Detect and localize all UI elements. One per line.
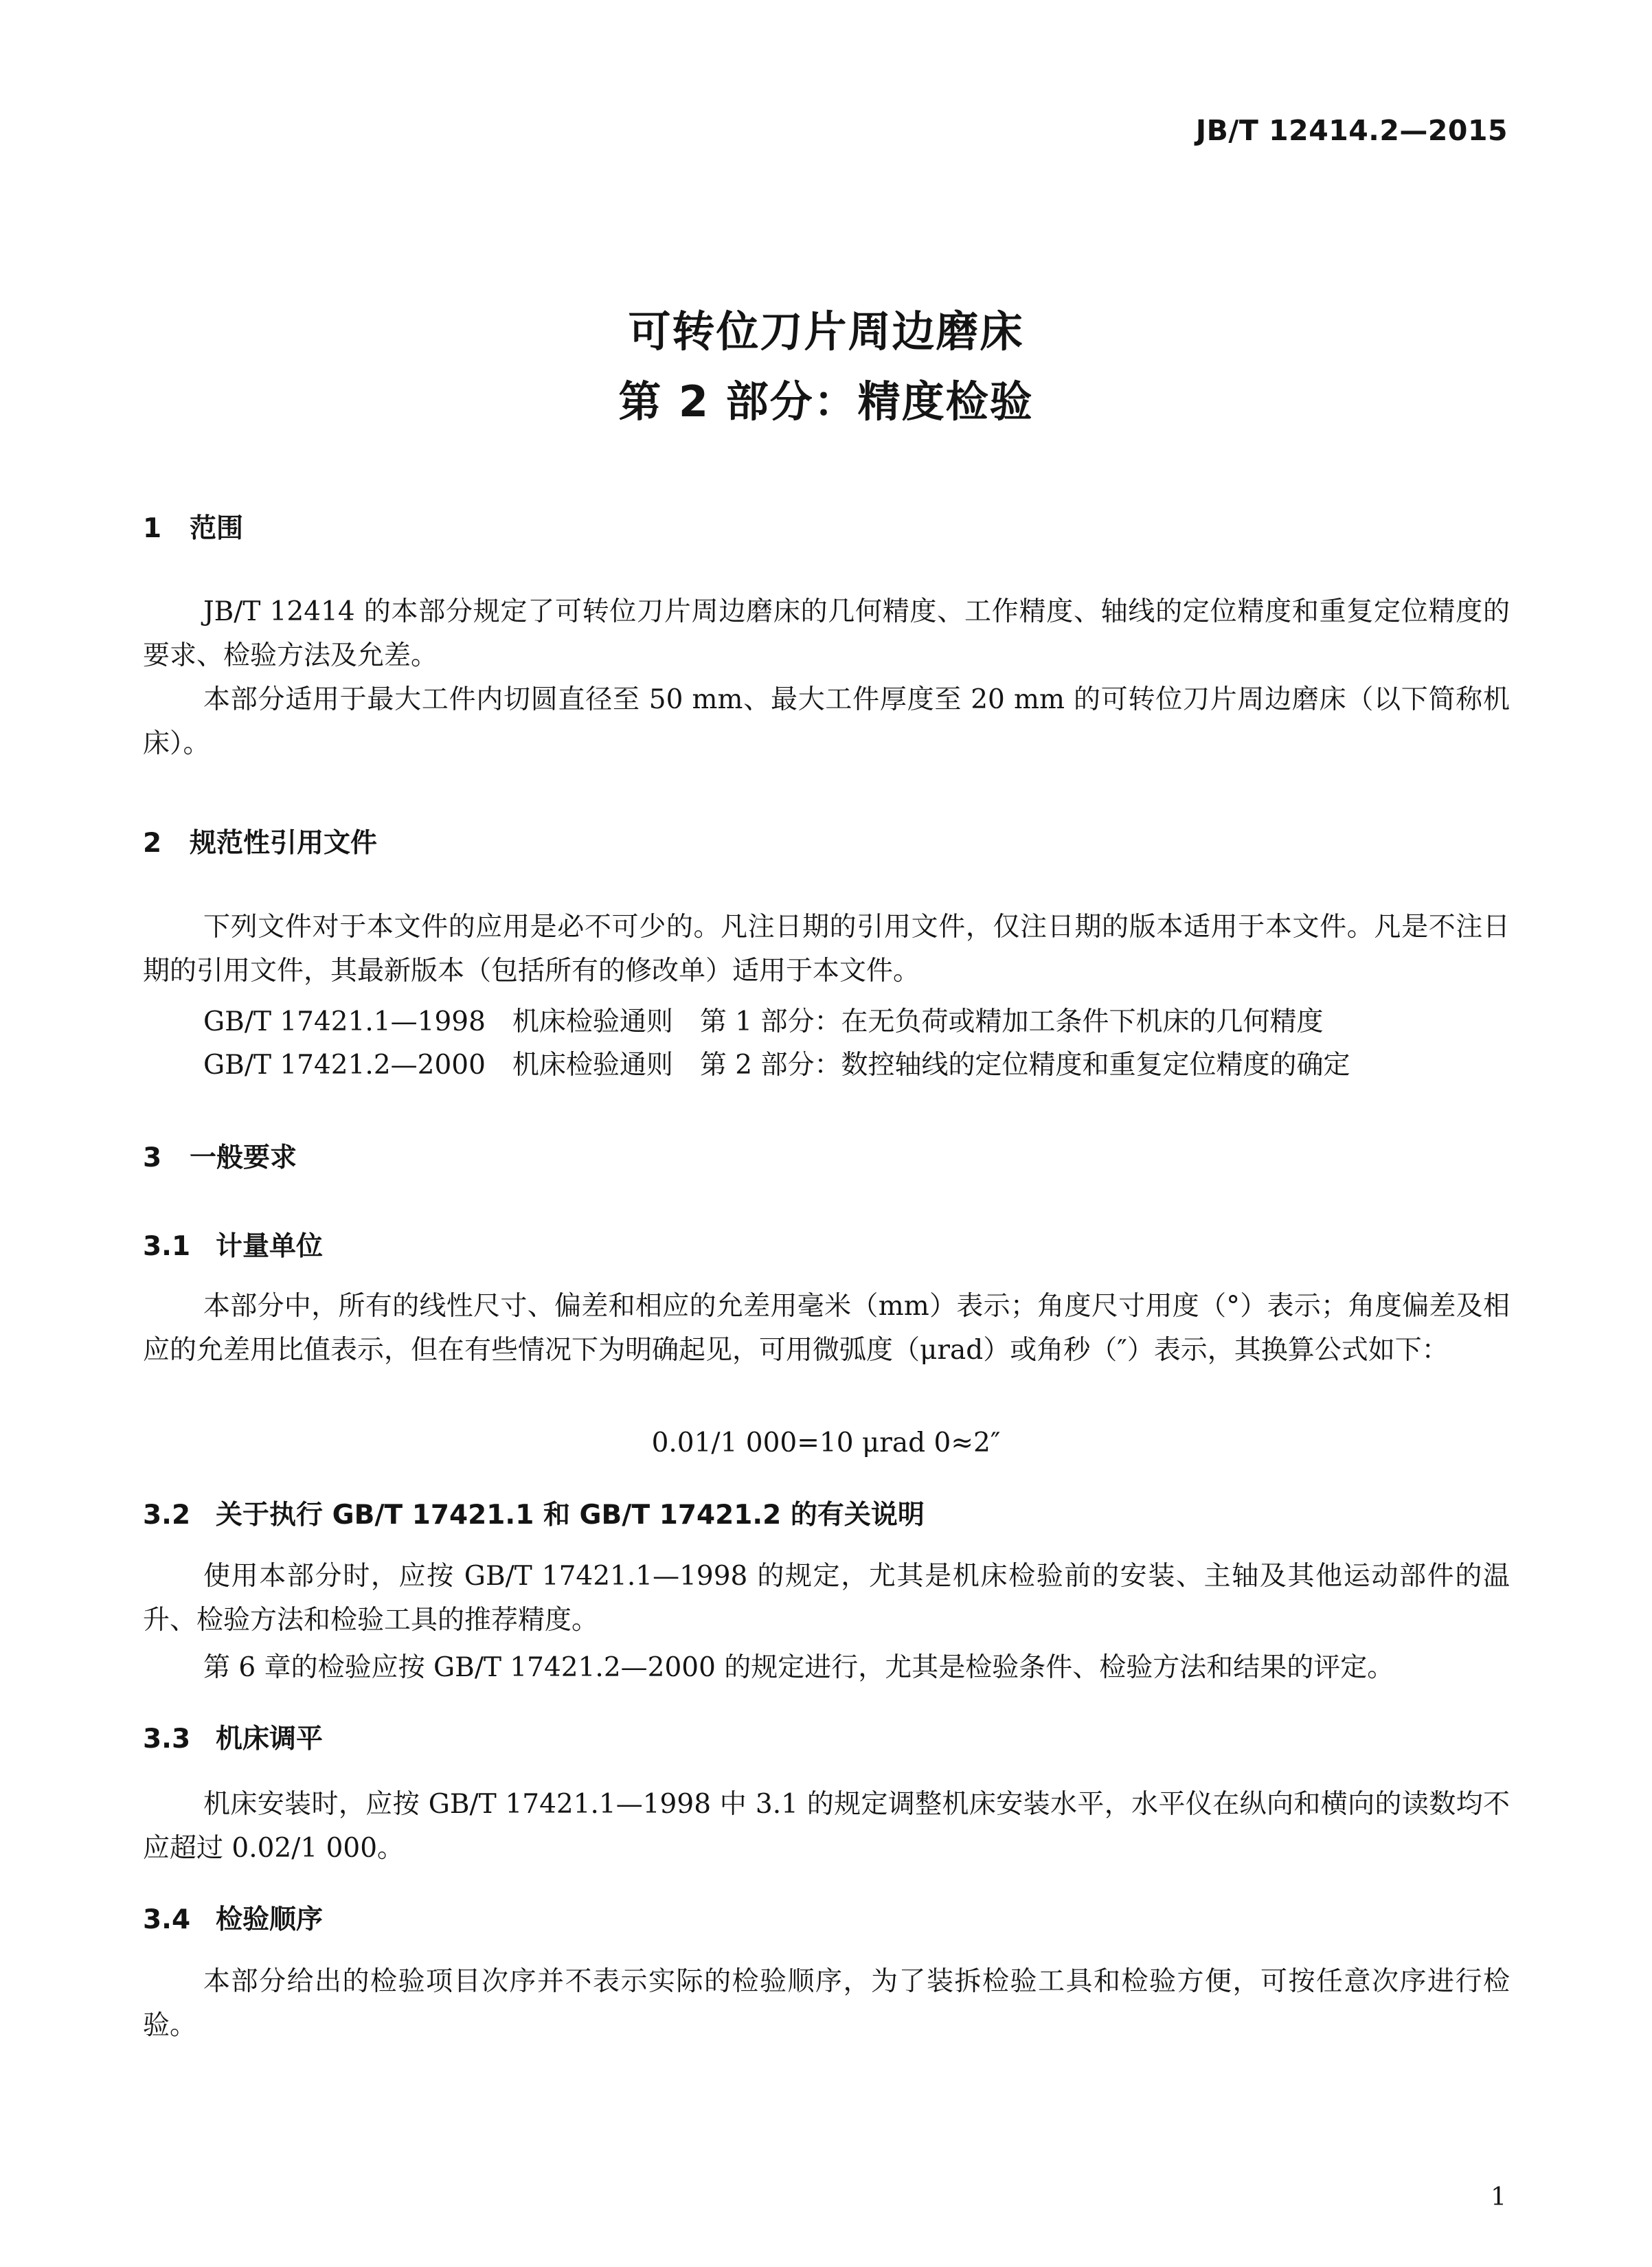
section-title: 检验顺序 <box>216 1904 324 1935</box>
paragraph: 本部分给出的检验项目次序并不表示实际的检验顺序，为了装拆检验工具和检验方便，可按任意次序进行检验。 <box>143 1966 1510 2041</box>
reference-item: GB/T 17421.1—1998 机床检验通则 第 1 部分：在无负荷或精加工条件下机床的几何精度 <box>203 1006 1324 1037</box>
section-number: 3.2 <box>143 1500 191 1531</box>
subsection-heading-units <box>143 1225 323 1263</box>
section-number: 3.3 <box>143 1724 191 1755</box>
section-title: 计量单位 <box>216 1231 324 1262</box>
page-number: 1 <box>1491 2183 1506 2211</box>
section-heading-general-requirements <box>143 1136 297 1175</box>
section-heading-normative-references <box>143 822 377 860</box>
section-number: 3 <box>143 1142 162 1173</box>
paragraph: 本部分适用于最大工件内切圆直径至 50 mm、最大工件厚度至 20 mm 的可转位刀片周边磨床（以下简称机床）。 <box>143 684 1510 759</box>
conversion-formula: 0.01/1 000=10 μrad 0≈2″ <box>651 1428 1001 1458</box>
paragraph: JB/T 12414 的本部分规定了可转位刀片周边磨床的几何精度、工作精度、轴线的定位精度和重复定位精度的要求、检验方法及允差。 <box>143 596 1510 671</box>
document-title: 可转位刀片周边磨床 <box>628 306 1024 357</box>
subsection-heading-execution-notes <box>143 1493 925 1532</box>
paragraph: 机床安装时，应按 GB/T 17421.1—1998 中 3.1 的规定调整机床安装水平，水平仪在纵向和横向的读数均不应超过 0.02/1 000。 <box>143 1789 1510 1864</box>
section-title: 范围 <box>190 513 244 544</box>
subsection-heading-test-order <box>143 1898 323 1937</box>
reference-item: GB/T 17421.2—2000 机床检验通则 第 2 部分：数控轴线的定位精度和重复定位精度的确定 <box>203 1050 1350 1081</box>
subsection-heading-leveling <box>143 1717 323 1756</box>
section-number: 3.4 <box>143 1904 191 1935</box>
paragraph: 本部分中，所有的线性尺寸、偏差和相应的允差用毫米（mm）表示；角度尺寸用度（°）表示；角度偏差及相应的允差用比值表示，但在有些情况下为明确起见，可用微弧度（μrad）或角秒（″）表示，其换算公式如下： <box>143 1291 1510 1366</box>
section-title: 机床调平 <box>216 1724 324 1755</box>
paragraph: 第 6 章的检验应按 GB/T 17421.2—2000 的规定进行，尤其是检验条件、检验方法和结果的评定。 <box>203 1652 1394 1683</box>
section-title: 规范性引用文件 <box>190 828 378 859</box>
document-subtitle: 第 2 部分：精度检验 <box>618 376 1034 427</box>
standard-number: JB/T 12414.2—2015 <box>1195 114 1508 147</box>
section-number: 3.1 <box>143 1231 191 1262</box>
paragraph: 使用本部分时，应按 GB/T 17421.1—1998 的规定，尤其是机床检验前的安装、主轴及其他运动部件的温升、检验方法和检验工具的推荐精度。 <box>143 1561 1510 1636</box>
section-heading-scope <box>143 507 243 545</box>
section-number: 2 <box>143 828 162 859</box>
section-number: 1 <box>143 513 162 544</box>
section-title: 一般要求 <box>190 1142 297 1173</box>
paragraph: 下列文件对于本文件的应用是必不可少的。凡注日期的引用文件，仅注日期的版本适用于本文件。凡是不注日期的引用文件，其最新版本（包括所有的修改单）适用于本文件。 <box>143 912 1510 986</box>
section-title: 关于执行 GB/T 17421.1 和 GB/T 17421.2 的有关说明 <box>216 1500 925 1531</box>
